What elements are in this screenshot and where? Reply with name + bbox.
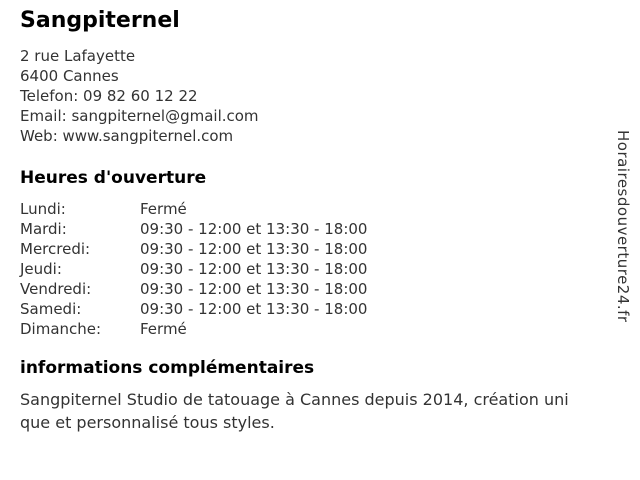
- day-label: Dimanche:: [20, 320, 102, 338]
- info-text-line-2: que et personnalisé tous styles.: [20, 413, 275, 432]
- additional-info-heading: informations complémentaires: [20, 358, 315, 378]
- hours-row-dimanche: [20, 319, 640, 339]
- opening-hours-heading: Heures d'ouverture: [20, 168, 207, 188]
- day-label: Samedi:: [20, 300, 82, 318]
- phone-line: Telefon: 09 82 60 12 22: [20, 87, 198, 105]
- hours-value: 09:30 - 12:00 et 13:30 - 18:00: [140, 220, 368, 238]
- address-line-2: 6400 Cannes: [20, 67, 119, 85]
- day-label: Jeudi:: [20, 260, 62, 278]
- hours-row-vendredi: [20, 279, 640, 299]
- address-line-1: 2 rue Lafayette: [20, 47, 136, 65]
- hours-row-mardi: [20, 219, 640, 239]
- info-text-line-1: Sangpiternel Studio de tatouage à Cannes depuis 2014, création uni: [20, 390, 569, 409]
- email-line: Email: sangpiternel@gmail.com: [20, 107, 259, 125]
- day-label: Vendredi:: [20, 280, 92, 298]
- hours-row-mercredi: [20, 239, 640, 259]
- hours-value: 09:30 - 12:00 et 13:30 - 18:00: [140, 240, 368, 258]
- hours-value: 09:30 - 12:00 et 13:30 - 18:00: [140, 260, 368, 278]
- hours-value: Fermé: [140, 200, 187, 218]
- hours-row-samedi: [20, 299, 640, 319]
- web-line: Web: www.sangpiternel.com: [20, 127, 234, 145]
- page-title: Sangpiternel: [20, 8, 180, 33]
- opening-hours-table: [20, 199, 640, 339]
- watermark-vertical-text: Horairesdouverture24.fr: [614, 130, 632, 323]
- contact-block: [20, 46, 640, 146]
- day-label: Mercredi:: [20, 240, 91, 258]
- additional-info-text: [20, 388, 640, 434]
- day-label: Mardi:: [20, 220, 67, 238]
- day-label: Lundi:: [20, 200, 66, 218]
- hours-row-lundi: [20, 199, 640, 219]
- hours-value: 09:30 - 12:00 et 13:30 - 18:00: [140, 280, 368, 298]
- hours-value: 09:30 - 12:00 et 13:30 - 18:00: [140, 300, 368, 318]
- hours-row-jeudi: [20, 259, 640, 279]
- hours-value: Fermé: [140, 320, 187, 338]
